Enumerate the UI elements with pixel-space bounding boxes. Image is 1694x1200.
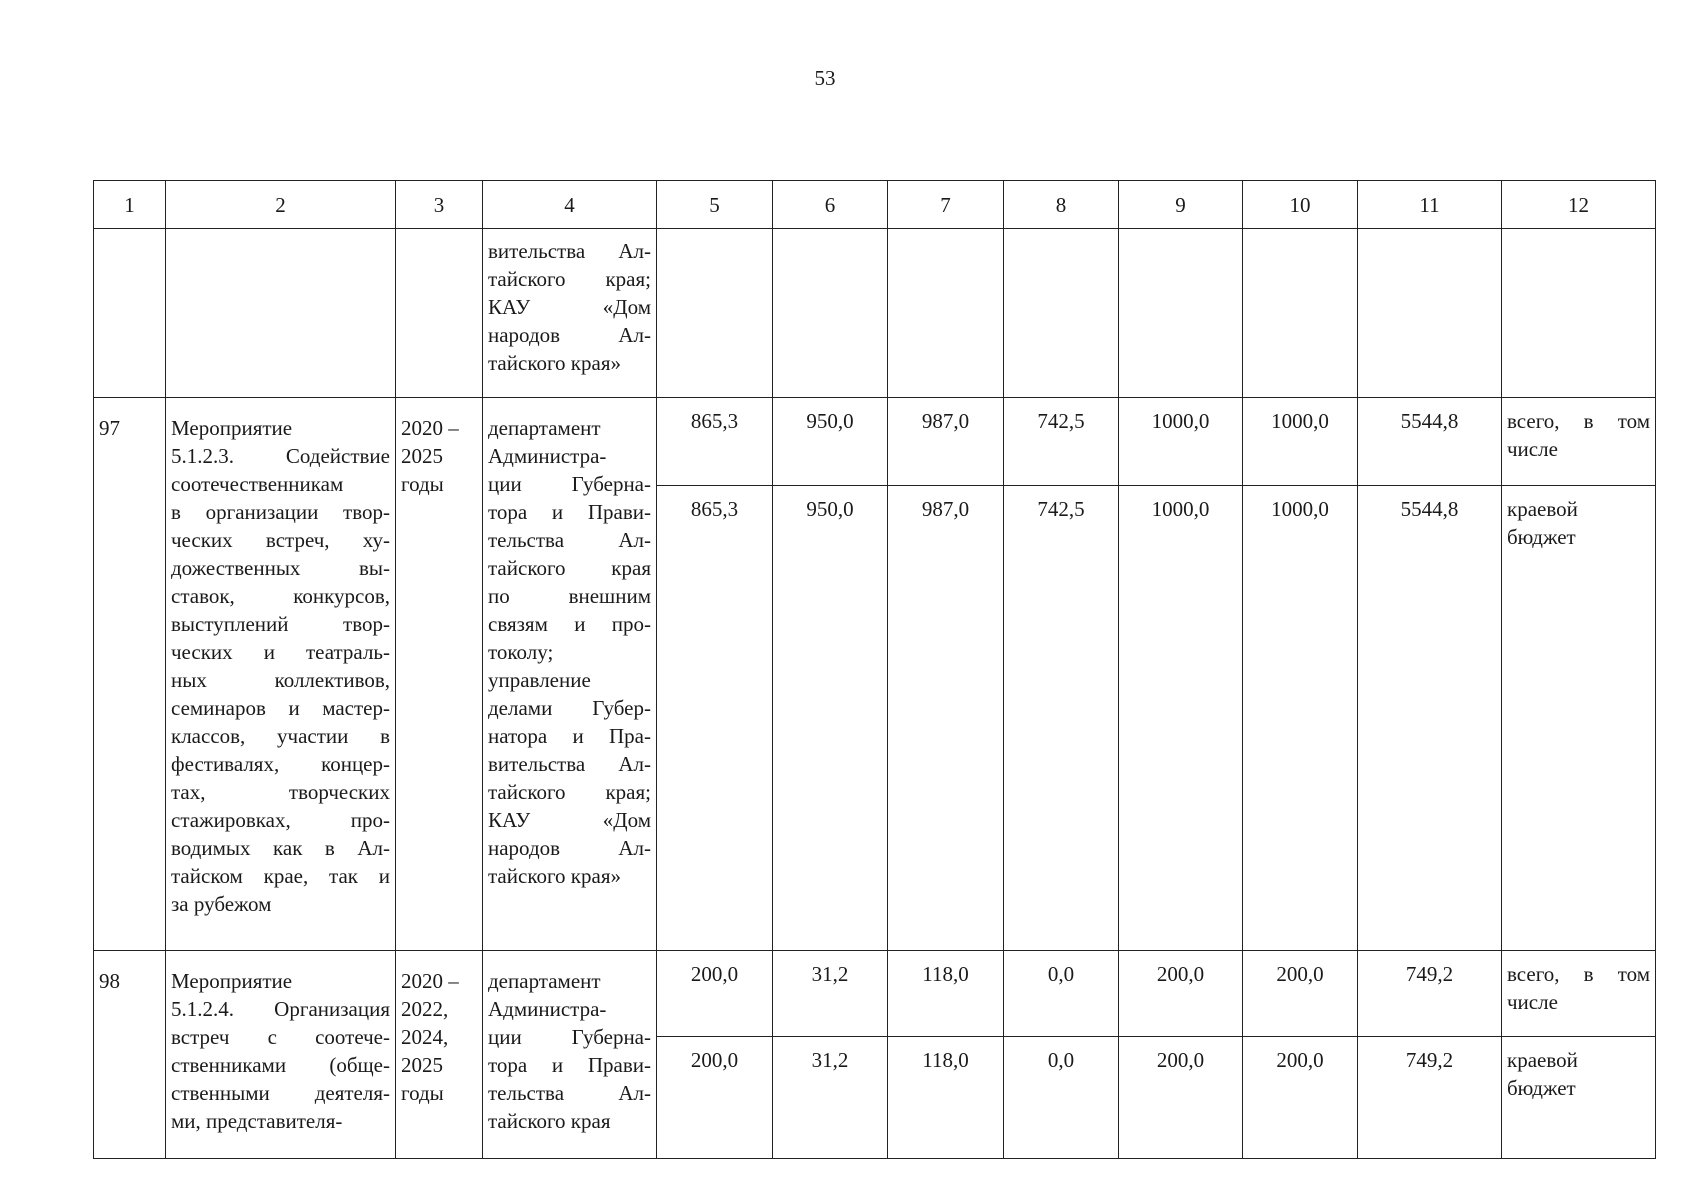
value-cell: 742,5 [1004,398,1119,486]
value-cell [1119,229,1243,398]
executors-cell [483,229,657,398]
measure-name-cell [166,229,396,398]
header-cell: 9 [1119,181,1243,229]
value-cell [773,229,888,398]
header-cell: 6 [773,181,888,229]
row-number-cell [94,229,166,398]
header-cell: 3 [396,181,483,229]
value-cell-total: 749,2 [1358,1037,1502,1159]
value-cell: 0,0 [1004,1037,1119,1159]
period [396,398,483,951]
value-cell: 118,0 [888,951,1004,1037]
measure-name-text: Мероприятие 5.1.2.3. Содействие соотечественникам в организации твор- ческих встреч, ху- дожественных вы- ставок, конкурсов, выступлений твор- ческих и театраль- ных коллективов, семинаров и мастер- классов, участии в фестивалях, концер- тах, творческих стажировках, про- водимых как в Ал- тайском крае, так и за рубежом [171,416,390,916]
header-cell: 7 [888,181,1004,229]
period-cell [396,229,483,398]
value-cell: 200,0 [1243,1037,1358,1159]
value-cell: 950,0 [773,486,888,951]
period-text: 2020 – 2022, 2024, 2025 годы [401,969,459,1105]
value-cell [1243,229,1358,398]
executors-text: вительства Ал- тайского края; КАУ «Дом народов Ал- тайского края» [488,239,651,375]
value-cell: 31,2 [773,951,888,1037]
row-number: 98 [94,951,166,1159]
header-cell: 10 [1243,181,1358,229]
value-cell [888,229,1004,398]
executors-text: департамент Администра- ции Губерна- тора и Прави- тельства Ал- тайского края [488,969,651,1133]
header-cell: 2 [166,181,396,229]
value-cell: 118,0 [888,1037,1004,1159]
header-cell: 5 [657,181,773,229]
table-row-98-total [94,951,1656,1037]
header-cell: 4 [483,181,657,229]
value-cell: 1000,0 [1243,398,1358,486]
funding-source-text: краевой бюджет [1507,1048,1578,1100]
value-cell: 200,0 [1243,951,1358,1037]
value-cell: 865,3 [657,398,773,486]
executors-text: департамент Администра- ции Губерна- тора и Прави- тельства Ал- тайского края по внешним связям и про- токолу; управление делами Губер- натора и Пра- вительства Ал- тайского края; КАУ «Дом народов Ал- тайского края» [488,416,651,888]
value-cell: 865,3 [657,486,773,951]
source-cell [1502,229,1656,398]
header-cell: 11 [1358,181,1502,229]
row-number: 97 [94,398,166,951]
value-cell-total: 5544,8 [1358,398,1502,486]
table-row-97-total [94,398,1656,486]
funding-source [1502,486,1656,951]
funding-source-text: всего, в том числе [1507,962,1650,1014]
value-cell: 200,0 [657,951,773,1037]
value-cell: 200,0 [1119,1037,1243,1159]
period-text: 2020 – 2025 годы [401,416,459,496]
value-cell [657,229,773,398]
measure-name [166,951,396,1159]
value-cell: 1000,0 [1119,398,1243,486]
value-cell: 200,0 [657,1037,773,1159]
funding-source [1502,1037,1656,1159]
executors [483,951,657,1159]
header-cell: 12 [1502,181,1656,229]
header-row [94,181,1656,229]
value-cell: 0,0 [1004,951,1119,1037]
value-cell: 987,0 [888,486,1004,951]
funding-table [93,180,1656,1159]
value-cell: 1000,0 [1243,486,1358,951]
value-cell [1004,229,1119,398]
value-cell: 950,0 [773,398,888,486]
value-cell: 987,0 [888,398,1004,486]
measure-name [166,398,396,951]
value-cell [1358,229,1502,398]
funding-source [1502,951,1656,1037]
measure-name-text: Мероприятие 5.1.2.4. Организация встреч с соотече- ственниками (обще- ственными деятеля- ми, представителя- [171,969,390,1133]
value-cell: 742,5 [1004,486,1119,951]
header-cell: 8 [1004,181,1119,229]
value-cell-total: 5544,8 [1358,486,1502,951]
funding-source [1502,398,1656,486]
funding-source-text: всего, в том числе [1507,409,1650,461]
value-cell: 200,0 [1119,951,1243,1037]
page-number: 53 [814,66,836,90]
continuation-row [94,229,1656,398]
value-cell: 31,2 [773,1037,888,1159]
value-cell-total: 749,2 [1358,951,1502,1037]
value-cell: 1000,0 [1119,486,1243,951]
funding-source-text: краевой бюджет [1507,497,1578,549]
header-cell: 1 [94,181,166,229]
period [396,951,483,1159]
executors [483,398,657,951]
